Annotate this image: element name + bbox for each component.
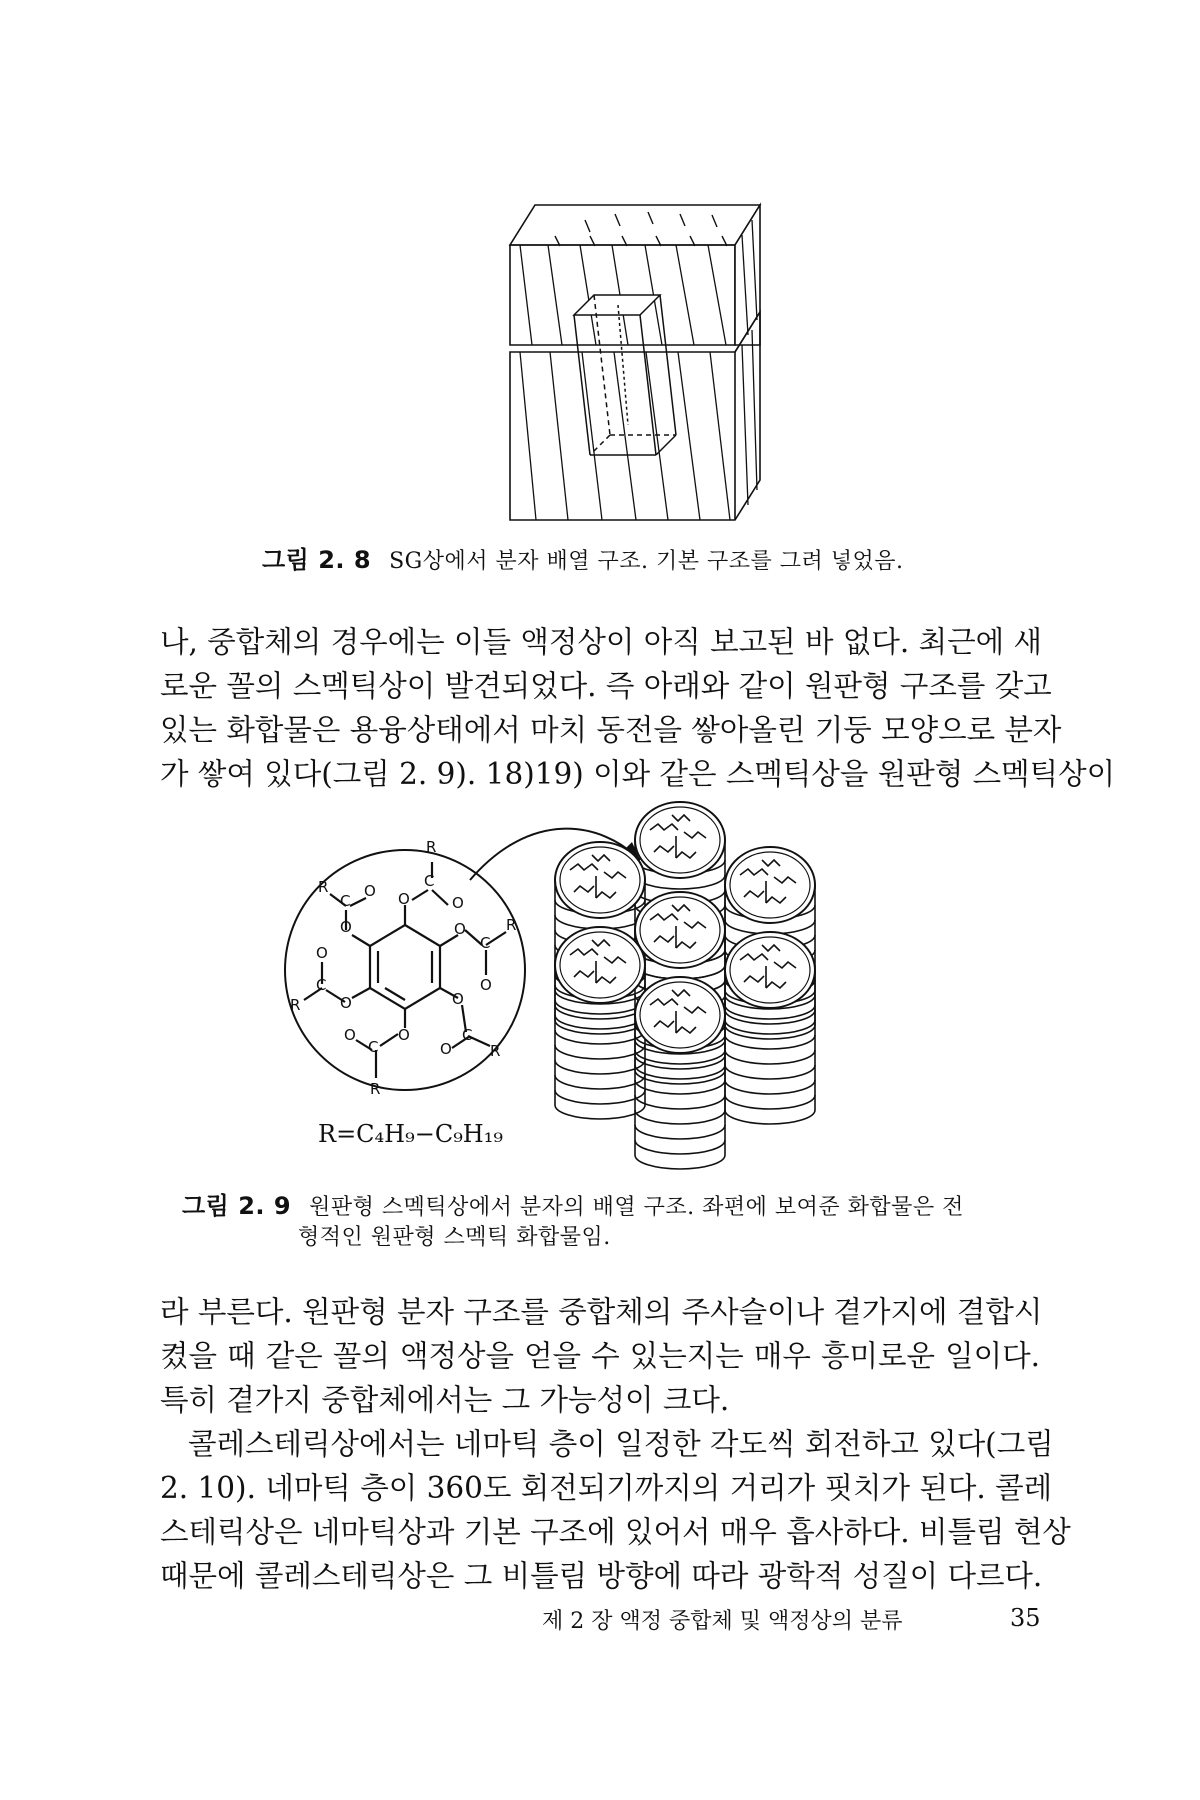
molecule-atom-c: C [340, 892, 351, 910]
molecule-atom-c: C [480, 934, 491, 952]
molecule-atom-o: O [454, 920, 466, 938]
molecule-atom-c: C [368, 1038, 379, 1056]
paragraph-line: 로운 꼴의 스멕틱상이 발견되었다. 즉 아래와 같이 원판형 구조를 갖고 [160, 669, 1052, 703]
paragraph-line: 콜레스테릭상에서는 네마틱 층이 일정한 각도씩 회전하고 있다(그림 [188, 1427, 1054, 1461]
molecule-atom-r: R [290, 996, 301, 1014]
molecule-atom-o: O [480, 976, 492, 994]
running-head: 제 2 장 액정 중합체 및 액정상의 분류 [542, 1609, 903, 1634]
molecule-atom-r: R [370, 1080, 381, 1098]
paragraph-2 [160, 1290, 1043, 1422]
paragraph-line: 특히 곁가지 중합체에서는 그 가능성이 크다. [160, 1383, 730, 1417]
paragraph-line: 때문에 콜레스테릭상은 그 비틀림 방향에 따라 광학적 성질이 다르다. [160, 1559, 1043, 1593]
molecule-atom-o: O [398, 1026, 410, 1044]
page-number: 35 [1010, 1604, 1041, 1632]
molecule-atom-r: R [506, 916, 517, 934]
molecule-atom-o: O [452, 894, 464, 912]
figure-2-9-label: 그림 2. 9 [182, 1192, 292, 1220]
paragraph-line: 스테릭상은 네마틱상과 기본 구조에 있어서 매우 흡사하다. 비틀림 현상 [160, 1515, 1071, 1549]
molecule-atom-o: O [440, 1040, 452, 1058]
figure-2-9-caption-line: 원판형 스멕틱상에서 분자의 배열 구조. 좌편에 보여준 화합물은 전 [309, 1195, 964, 1220]
paragraph-line: 있는 화합물은 용융상태에서 마치 동전을 쌓아올린 기둥 모양으로 분자 [160, 713, 1062, 747]
figure-2-9-caption-line: 형적인 원판형 스멕틱 화합물임. [298, 1225, 611, 1250]
figure-2-9-caption [182, 1186, 964, 1221]
molecule-atom-r: R [490, 1042, 501, 1060]
molecule-atom-o: O [340, 918, 352, 936]
paragraph-line: 나, 중합체의 경우에는 이들 액정상이 아직 보고된 바 없다. 최근에 새 [160, 625, 1042, 659]
molecule-atom-r: R [318, 878, 329, 896]
paragraph-line: 라 부른다. 원판형 분자 구조를 중합체의 주사슬이나 곁가지에 결합시 [160, 1295, 1043, 1329]
molecule-atom-o: O [316, 944, 328, 962]
molecule-atom-o: O [344, 1026, 356, 1044]
paragraph-line: 가 쌓여 있다(그림 2. 9). 18)19) 이와 같은 스멕틱상을 원판형 스멕틱상이 [160, 757, 1116, 791]
figure-2-8-label: 그림 2. 8 [262, 546, 372, 574]
molecule-atom-o: O [452, 990, 464, 1008]
molecule-atom-o: O [398, 890, 410, 908]
molecule-formula: R=C₄H₉−C₉H₁₉ [318, 1120, 503, 1148]
molecule-atom-o: O [364, 882, 376, 900]
molecule-atom-r: R [426, 838, 437, 856]
molecule-atom-o: O [340, 994, 352, 1012]
molecule-atom-c: C [462, 1026, 473, 1044]
figure-2-8-caption-text: SG상에서 분자 배열 구조. 기본 구조를 그려 넣었음. [389, 549, 904, 574]
paragraph-line: 2. 10). 네마틱 층이 360도 회전되기까지의 거리가 핏치가 된다. 콜레 [160, 1471, 1053, 1505]
molecule-atom-c: C [424, 872, 435, 890]
paragraph-3 [160, 1422, 1071, 1598]
paragraph-line: 켰을 때 같은 꼴의 액정상을 얻을 수 있는지는 매우 흥미로운 일이다. [160, 1339, 1040, 1373]
molecule-atom-c: C [316, 976, 327, 994]
